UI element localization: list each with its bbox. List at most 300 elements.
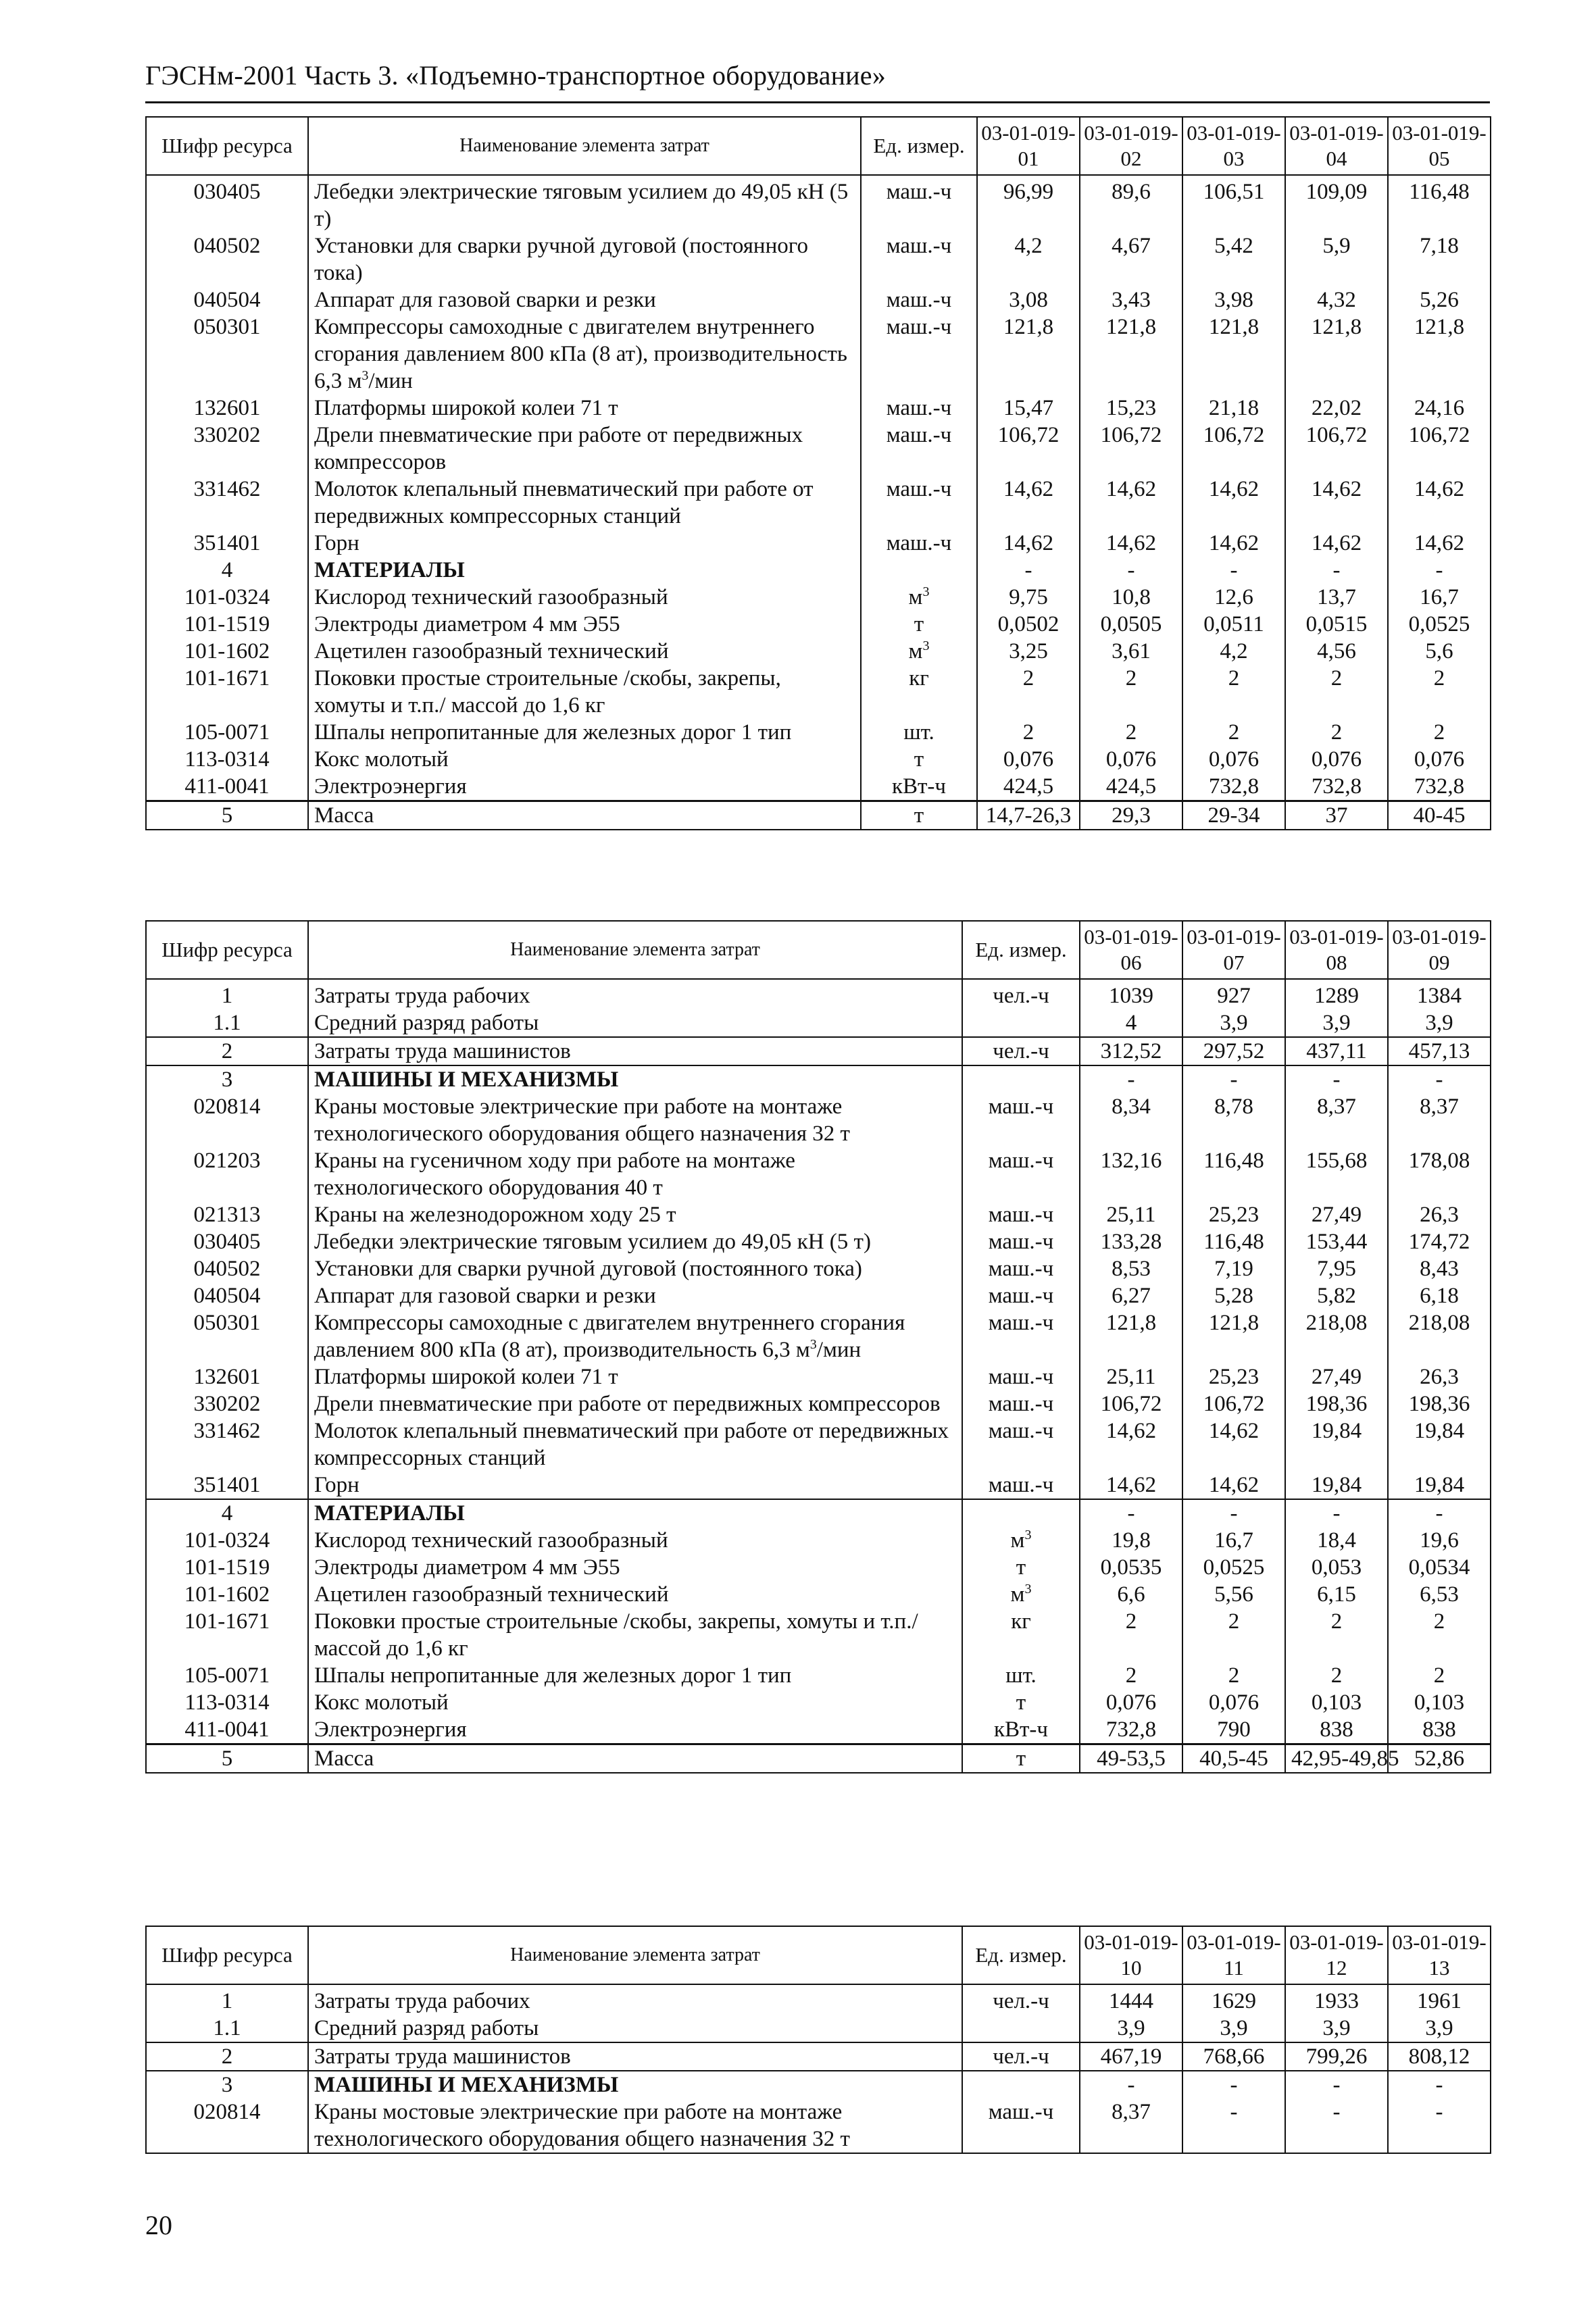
rate-value: 14,62 (977, 530, 1080, 557)
resource-name: Компрессоры самоходные с двигателем внутреннего сгорания давлением 800 кПа (8 ат), производительность 6,3 $м^3$/мин (308, 313, 861, 395)
unit-of-measure: маш.-ч (861, 232, 977, 286)
table-row (146, 1472, 1491, 1499)
rate-value: 3,9 (1388, 1009, 1491, 1037)
unit-of-measure: маш.-ч (962, 2098, 1080, 2153)
resource-table-2 (145, 920, 1491, 1774)
rate-value: 27,49 (1285, 1363, 1388, 1390)
rate-value: 2 (1285, 665, 1388, 719)
page-number: 20 (145, 2210, 172, 2240)
rate-value: 15,23 (1080, 395, 1182, 422)
rate-value: 0,0535 (1080, 1554, 1182, 1581)
rate-value: 808,12 (1388, 2042, 1491, 2071)
rate-value: 6,15 (1285, 1581, 1388, 1608)
resource-code: 132601 (146, 1363, 308, 1390)
rate-value: 2 (1182, 1662, 1285, 1689)
column-header-unit: Ед. измер. (962, 921, 1080, 979)
resource-code: 351401 (146, 530, 308, 557)
rate-value: 8,37 (1080, 2098, 1182, 2153)
rate-value: 2 (1285, 1608, 1388, 1662)
table-row (146, 313, 1491, 395)
unit-of-measure: чел.-ч (962, 2042, 1080, 2071)
rate-value: 1961 (1388, 1984, 1491, 2015)
rate-value: 4,56 (1285, 638, 1388, 665)
resource-name: МАТЕРИАЛЫ (308, 1499, 962, 1527)
unit-of-measure: маш.-ч (962, 1093, 1080, 1147)
resource-table-3 (145, 1926, 1491, 2154)
resource-code: 101-0324 (146, 1527, 308, 1554)
resource-code: 331462 (146, 1417, 308, 1472)
rate-value: 121,8 (1080, 1309, 1182, 1363)
rate-value: 8,78 (1182, 1093, 1285, 1147)
rate-value: 7,95 (1285, 1255, 1388, 1282)
unit-of-measure (962, 1499, 1080, 1527)
header-rule (145, 101, 1490, 103)
column-header-rate-code: 03-01-019-01 (977, 117, 1080, 175)
resource-name: Затраты труда машинистов (308, 1037, 962, 1065)
table-row (146, 1228, 1491, 1255)
rate-value: 9,75 (977, 584, 1080, 611)
rate-value: - (1285, 1065, 1388, 1093)
rate-value: 5,82 (1285, 1282, 1388, 1309)
resource-code: 411-0041 (146, 1716, 308, 1744)
rate-value: 109,09 (1285, 175, 1388, 232)
rate-value: 732,8 (1285, 773, 1388, 801)
table-row (146, 611, 1491, 638)
rate-value: 2 (977, 719, 1080, 746)
rate-value: 7,19 (1182, 1255, 1285, 1282)
rate-value: 15,47 (977, 395, 1080, 422)
rate-value: - (1388, 1065, 1491, 1093)
table-row (146, 530, 1491, 557)
table-row (146, 1984, 1491, 2015)
column-header-rate-code: 03-01-019-10 (1080, 1926, 1182, 1984)
rate-value: 0,0525 (1388, 611, 1491, 638)
rate-value: 0,076 (1182, 746, 1285, 773)
table-row (146, 801, 1491, 830)
rate-value: 106,72 (1182, 422, 1285, 476)
column-header-code: Шифр ресурса (146, 921, 308, 979)
rate-value: 14,62 (1285, 476, 1388, 530)
resource-code: 351401 (146, 1472, 308, 1499)
rate-value: 14,62 (1388, 476, 1491, 530)
resource-code: 101-1671 (146, 665, 308, 719)
unit-of-measure: маш.-ч (861, 422, 977, 476)
rate-value: 16,7 (1182, 1527, 1285, 1554)
rate-value: 132,16 (1080, 1147, 1182, 1201)
rate-value: 8,53 (1080, 1255, 1182, 1282)
rate-value: 198,36 (1285, 1390, 1388, 1417)
rate-value: 0,0502 (977, 611, 1080, 638)
unit-of-measure: чел.-ч (962, 1984, 1080, 2015)
table-row (146, 1417, 1491, 1472)
rate-value: 437,11 (1285, 1037, 1388, 1065)
rate-value: 40-45 (1388, 801, 1491, 830)
table-row (146, 1554, 1491, 1581)
unit-of-measure (962, 1065, 1080, 1093)
rate-value: 6,27 (1080, 1282, 1182, 1309)
rate-value: 424,5 (1080, 773, 1182, 801)
resource-name: Электроэнергия (308, 1716, 962, 1744)
unit-of-measure: $м^3$ (962, 1527, 1080, 1554)
rate-value: 26,3 (1388, 1363, 1491, 1390)
rate-value: 2 (1080, 1662, 1182, 1689)
resource-code: 4 (146, 1499, 308, 1527)
unit-of-measure: т (861, 611, 977, 638)
column-header-code: Шифр ресурса (146, 117, 308, 175)
resource-code: 1.1 (146, 2015, 308, 2042)
resource-name: Поковки простые строительные /скобы, закрепы, хомуты и т.п./ массой до 1,6 кг (308, 665, 861, 719)
unit-of-measure: чел.-ч (962, 979, 1080, 1009)
rate-value: 838 (1285, 1716, 1388, 1744)
unit-of-measure: маш.-ч (962, 1309, 1080, 1363)
rate-value: 297,52 (1182, 1037, 1285, 1065)
table-row (146, 979, 1491, 1009)
rate-value: 16,7 (1388, 584, 1491, 611)
unit-of-measure: маш.-ч (861, 395, 977, 422)
rate-value: - (1285, 2071, 1388, 2098)
rate-value: 121,8 (977, 313, 1080, 395)
rate-value: - (1388, 557, 1491, 584)
resource-name: Электроды диаметром 4 мм Э55 (308, 611, 861, 638)
resource-code: 021313 (146, 1201, 308, 1228)
rate-value: 198,36 (1388, 1390, 1491, 1417)
rate-value: 14,62 (1080, 530, 1182, 557)
rate-value: 2 (1388, 1662, 1491, 1689)
rate-value: 116,48 (1182, 1147, 1285, 1201)
column-header-rate-code: 03-01-019-13 (1388, 1926, 1491, 1984)
column-header-rate-code: 03-01-019-07 (1182, 921, 1285, 979)
resource-code: 050301 (146, 313, 308, 395)
rate-value: 19,84 (1388, 1417, 1491, 1472)
resource-name: Кокс молотый (308, 1689, 962, 1716)
resource-code: 3 (146, 2071, 308, 2098)
resource-code: 2 (146, 2042, 308, 2071)
resource-name: Ацетилен газообразный технический (308, 638, 861, 665)
unit-of-measure: т (861, 801, 977, 830)
rate-value: 3,9 (1285, 2015, 1388, 2042)
rate-value: 5,6 (1388, 638, 1491, 665)
column-header-name: Наименование элемента затрат (308, 117, 861, 175)
rate-value: 14,62 (1388, 530, 1491, 557)
resource-name: Дрели пневматические при работе от передвижных компрессоров (308, 1390, 962, 1417)
unit-of-measure: $м^3$ (962, 1581, 1080, 1608)
rate-value: - (977, 557, 1080, 584)
rate-value: 4,67 (1080, 232, 1182, 286)
resource-name: МАШИНЫ И МЕХАНИЗМЫ (308, 2071, 962, 2098)
rate-value: 5,28 (1182, 1282, 1285, 1309)
resource-code: 040504 (146, 1282, 308, 1309)
rate-value: 25,11 (1080, 1363, 1182, 1390)
running-header: ГЭСНм-2001 Часть 3. «Подъемно-транспортное оборудование» (145, 60, 886, 91)
table-header (146, 921, 1491, 979)
rate-value: 1039 (1080, 979, 1182, 1009)
resource-code: 132601 (146, 395, 308, 422)
resource-name: Дрели пневматические при работе от передвижных компрессоров (308, 422, 861, 476)
section-row (146, 1499, 1491, 1527)
rate-value: 14,62 (1080, 1472, 1182, 1499)
unit-of-measure: маш.-ч (962, 1201, 1080, 1228)
rate-value: 3,9 (1285, 1009, 1388, 1037)
column-header-rate-code: 03-01-019-08 (1285, 921, 1388, 979)
rate-value: 0,053 (1285, 1554, 1388, 1581)
rate-value: 14,62 (1182, 1472, 1285, 1499)
rate-value: - (1285, 2098, 1388, 2153)
rate-value: - (1080, 2071, 1182, 2098)
resource-name: Краны на гусеничном ходу при работе на монтаже технологического оборудования 40 т (308, 1147, 962, 1201)
rate-value: 12,6 (1182, 584, 1285, 611)
rate-value: 42,95-49,85 (1285, 1744, 1388, 1774)
rate-value: 106,72 (1182, 1390, 1285, 1417)
rate-value: 0,0511 (1182, 611, 1285, 638)
rate-value: 0,076 (977, 746, 1080, 773)
rate-value: 5,26 (1388, 286, 1491, 313)
rate-value: 4,2 (1182, 638, 1285, 665)
resource-code: 020814 (146, 2098, 308, 2153)
column-header-rate-code: 03-01-019-02 (1080, 117, 1182, 175)
column-header-unit: Ед. измер. (962, 1926, 1080, 1984)
rate-value: 799,26 (1285, 2042, 1388, 2071)
rate-value: 13,7 (1285, 584, 1388, 611)
rate-value: 2 (1285, 1662, 1388, 1689)
resource-name: Горн (308, 1472, 962, 1499)
rate-value: 6,18 (1388, 1282, 1491, 1309)
table-row (146, 1201, 1491, 1228)
section-row (146, 2071, 1491, 2098)
resource-code: 101-1602 (146, 638, 308, 665)
rate-value: 1933 (1285, 1984, 1388, 2015)
table-row (146, 1363, 1491, 1390)
rate-value: 116,48 (1388, 175, 1491, 232)
rate-value: 40,5-45 (1182, 1744, 1285, 1774)
table-row (146, 422, 1491, 476)
rate-value: 5,56 (1182, 1581, 1285, 1608)
resource-name: МАТЕРИАЛЫ (308, 557, 861, 584)
table-row (146, 2098, 1491, 2153)
rate-value: 14,62 (1080, 1417, 1182, 1472)
rate-value: 106,72 (1388, 422, 1491, 476)
unit-of-measure: т (962, 1744, 1080, 1774)
table-header (146, 117, 1491, 175)
resource-code: 113-0314 (146, 1689, 308, 1716)
unit-of-measure: маш.-ч (962, 1255, 1080, 1282)
rate-value: 178,08 (1388, 1147, 1491, 1201)
table-row (146, 1093, 1491, 1147)
rate-value: 25,11 (1080, 1201, 1182, 1228)
resource-name: Масса (308, 801, 861, 830)
table-row (146, 665, 1491, 719)
rate-value: 0,076 (1080, 746, 1182, 773)
resource-code: 040502 (146, 1255, 308, 1282)
rate-value: 2 (1182, 665, 1285, 719)
column-header-rate-code: 03-01-019-12 (1285, 1926, 1388, 1984)
resource-code: 101-1519 (146, 1554, 308, 1581)
resource-name: Кокс молотый (308, 746, 861, 773)
rate-value: 790 (1182, 1716, 1285, 1744)
resource-name: МАШИНЫ И МЕХАНИЗМЫ (308, 1065, 962, 1093)
table-row (146, 1744, 1491, 1774)
rate-value: 732,8 (1388, 773, 1491, 801)
table-row (146, 1147, 1491, 1201)
rate-value: 18,4 (1285, 1527, 1388, 1554)
rate-value: 2 (977, 665, 1080, 719)
rate-value: 22,02 (1285, 395, 1388, 422)
table-row (146, 232, 1491, 286)
rate-value: 8,37 (1285, 1093, 1388, 1147)
rate-value: 218,08 (1388, 1309, 1491, 1363)
table-row (146, 719, 1491, 746)
rate-value: 106,51 (1182, 175, 1285, 232)
unit-of-measure: маш.-ч (861, 313, 977, 395)
resource-code: 101-0324 (146, 584, 308, 611)
rate-value: 19,84 (1285, 1472, 1388, 1499)
resource-name: Электроэнергия (308, 773, 861, 801)
rate-value: 153,44 (1285, 1228, 1388, 1255)
rate-value: - (1182, 557, 1285, 584)
table-row (146, 1037, 1491, 1065)
rate-value: 37 (1285, 801, 1388, 830)
rate-value: 116,48 (1182, 1228, 1285, 1255)
rate-value: 838 (1388, 1716, 1491, 1744)
resource-code: 040504 (146, 286, 308, 313)
rate-value: 121,8 (1285, 313, 1388, 395)
resource-code: 1 (146, 979, 308, 1009)
resource-code: 411-0041 (146, 773, 308, 801)
table-row (146, 1255, 1491, 1282)
rate-value: - (1388, 2071, 1491, 2098)
rate-value: 2 (1388, 719, 1491, 746)
rate-value: 25,23 (1182, 1363, 1285, 1390)
rate-value: 14,7-26,3 (977, 801, 1080, 830)
unit-of-measure (962, 2071, 1080, 2098)
resource-name: Поковки простые строительные /скобы, закрепы, хомуты и т.п./ массой до 1,6 кг (308, 1608, 962, 1662)
resource-name: Молоток клепальный пневматический при работе от передвижных компрессорных станций (308, 476, 861, 530)
rate-value: 4,32 (1285, 286, 1388, 313)
resource-code: 1.1 (146, 1009, 308, 1037)
unit-of-measure: маш.-ч (861, 530, 977, 557)
column-header-code: Шифр ресурса (146, 1926, 308, 1984)
rate-value: - (1080, 557, 1182, 584)
rate-value: - (1080, 1499, 1182, 1527)
table-row (146, 395, 1491, 422)
unit-of-measure: маш.-ч (962, 1147, 1080, 1201)
rate-value: 5,42 (1182, 232, 1285, 286)
rate-value: 8,37 (1388, 1093, 1491, 1147)
table-row (146, 1527, 1491, 1554)
unit-of-measure: чел.-ч (962, 1037, 1080, 1065)
column-header-name: Наименование элемента затрат (308, 1926, 962, 1984)
rate-value: 3,98 (1182, 286, 1285, 313)
rate-value: 467,19 (1080, 2042, 1182, 2071)
rate-value: 96,99 (977, 175, 1080, 232)
rate-value: 121,8 (1080, 313, 1182, 395)
rate-value: 732,8 (1182, 773, 1285, 801)
unit-of-measure: шт. (962, 1662, 1080, 1689)
table-row (146, 175, 1491, 232)
table-row (146, 1581, 1491, 1608)
section-row (146, 557, 1491, 584)
rate-value: 4 (1080, 1009, 1182, 1037)
resource-code: 1 (146, 1984, 308, 2015)
resource-code: 040502 (146, 232, 308, 286)
rate-value: 2 (1080, 665, 1182, 719)
resource-name: Компрессоры самоходные с двигателем внутреннего сгорания давлением 800 кПа (8 ат), производительность 6,3 $м^3$/мин (308, 1309, 962, 1363)
rate-value: - (1182, 2071, 1285, 2098)
rate-value: 218,08 (1285, 1309, 1388, 1363)
table-row (146, 1309, 1491, 1363)
rate-value: - (1182, 2098, 1285, 2153)
rate-value: 0,076 (1388, 746, 1491, 773)
rate-value: - (1182, 1065, 1285, 1093)
rate-value: 0,103 (1285, 1689, 1388, 1716)
rate-value: 0,076 (1182, 1689, 1285, 1716)
rate-value: 19,84 (1388, 1472, 1491, 1499)
resource-name: Затраты труда рабочих (308, 1984, 962, 2015)
resource-name: Шпалы непропитанные для железных дорог 1 тип (308, 1662, 962, 1689)
resource-name: Затраты труда рабочих (308, 979, 962, 1009)
rate-value: 8,34 (1080, 1093, 1182, 1147)
rate-value: 3,08 (977, 286, 1080, 313)
resource-code: 5 (146, 801, 308, 830)
rate-value: 24,16 (1388, 395, 1491, 422)
column-header-rate-code: 03-01-019-11 (1182, 1926, 1285, 1984)
table-row (146, 1282, 1491, 1309)
resource-name: Электроды диаметром 4 мм Э55 (308, 1554, 962, 1581)
unit-of-measure (861, 557, 977, 584)
table-row (146, 746, 1491, 773)
resource-name: Установки для сварки ручной дуговой (постоянного тока) (308, 1255, 962, 1282)
table-row (146, 286, 1491, 313)
unit-of-measure: маш.-ч (962, 1390, 1080, 1417)
rate-value: 8,43 (1388, 1255, 1491, 1282)
table-row (146, 1689, 1491, 1716)
table-header (146, 1926, 1491, 1984)
rate-value: 2 (1182, 719, 1285, 746)
unit-of-measure: кВт-ч (861, 773, 977, 801)
resource-code: 331462 (146, 476, 308, 530)
table-row (146, 773, 1491, 801)
rate-value: 0,0515 (1285, 611, 1388, 638)
unit-of-measure: шт. (861, 719, 977, 746)
resource-name: Молоток клепальный пневматический при работе от передвижных компрессорных станций (308, 1417, 962, 1472)
rate-value: 29,3 (1080, 801, 1182, 830)
resource-code: 330202 (146, 1390, 308, 1417)
unit-of-measure: маш.-ч (962, 1363, 1080, 1390)
resource-code: 105-0071 (146, 1662, 308, 1689)
resource-code: 105-0071 (146, 719, 308, 746)
table-row (146, 1009, 1491, 1037)
rate-value: 7,18 (1388, 232, 1491, 286)
resource-code: 4 (146, 557, 308, 584)
rate-value: 14,62 (1182, 1417, 1285, 1472)
rate-value: 3,9 (1388, 2015, 1491, 2042)
resource-code: 021203 (146, 1147, 308, 1201)
resource-code: 3 (146, 1065, 308, 1093)
resource-name: Шпалы непропитанные для железных дорог 1 тип (308, 719, 861, 746)
rate-value: 106,72 (1080, 422, 1182, 476)
rate-value: 312,52 (1080, 1037, 1182, 1065)
table-body (146, 1984, 1491, 2153)
unit-of-measure: т (861, 746, 977, 773)
resource-name: Лебедки электрические тяговым усилием до 49,05 кН (5 т) (308, 1228, 962, 1255)
rate-value: 27,49 (1285, 1201, 1388, 1228)
unit-of-measure: кг (861, 665, 977, 719)
column-header-rate-code: 03-01-019-03 (1182, 117, 1285, 175)
resource-code: 101-1519 (146, 611, 308, 638)
rate-value: 2 (1080, 719, 1182, 746)
rate-value: 106,72 (1080, 1390, 1182, 1417)
table-row (146, 1662, 1491, 1689)
rate-value: 0,103 (1388, 1689, 1491, 1716)
